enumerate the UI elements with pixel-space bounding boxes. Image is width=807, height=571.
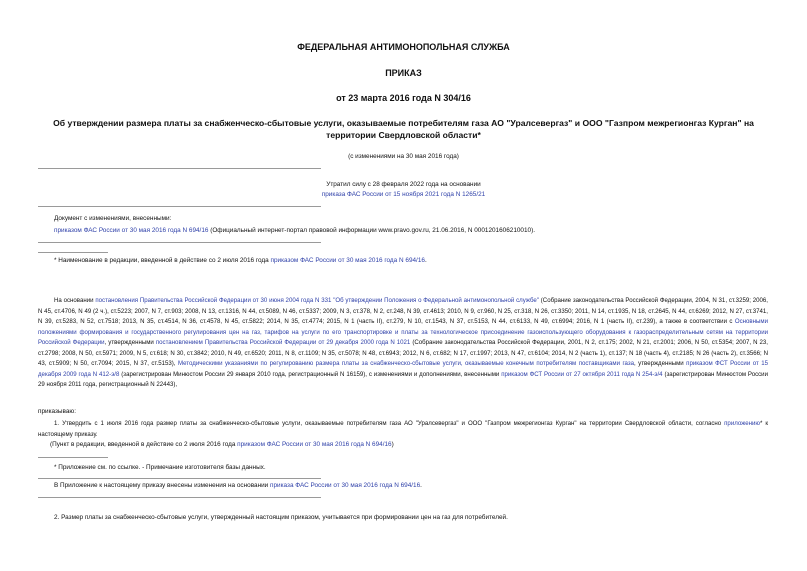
preamble-text: На основании [54,297,96,304]
document-title-line1: Об утверждении размера платы за снабженческо-сбытовые услуги, оказываемые потребителям газа АО "Уралсевергаз" и ООО "Газпром межрегионгаз Курган" на [53,118,754,128]
fas-regulation-link[interactable]: постановления Правительства Российской Федерации от 30 июня 2004 года N 331 "Об утверждении Положения о Федеральной антимонопольной службе" [95,297,539,304]
amendments-label: Документ с изменениями, внесенными: [54,215,172,222]
gas-pricing-provisions-link[interactable]: Основными положениями формирования и государственного регулирования цен на газ, тарифов на услуги по его транспортировке и платы за технологическое присоединение газоиспользующего оборудования к газораспределительным сетям на территории Российской Федерации [38,318,768,346]
amendments-line [54,226,535,237]
title-footnote-end: . [424,257,427,264]
amendments-source: (Официальный интернет-портал правовой информации www.pravo.gov.ru, 21.06.2016, N 0001201606210010). [208,227,536,234]
order-item-1-text: 1. Утвердить с 1 июля 2016 года размер платы за снабженческо-сбытовые услуги, оказываемые потребителям газа АО "Уралсевергаз" и ООО "Газпром межрегионгаз Курган" на территории Свердловской области, согласно [54,420,725,427]
annex-change-link[interactable]: приказа ФАС России от 30 мая 2016 года N 694/16 [270,482,421,489]
title-footnote-text: * Наименование в редакции, введенной в действие со 2 июля 2016 года [54,257,271,264]
order-item-1-note-end: ) [391,441,394,448]
document-date-number: от 23 марта 2016 года N 304/16 [336,93,471,103]
order-item-1-note [50,440,394,451]
title-footnote [54,256,427,267]
document-type: ПРИКАЗ [385,68,422,78]
fst-order-412-link[interactable]: приказом ФСТ России от 15 декабря 2009 года N 412-э/8 [38,360,768,378]
annex-change-text: В Приложение к настоящему приказу внесены изменения на основании [54,482,271,489]
divider [38,497,321,498]
order-item-1-note-link[interactable]: приказом ФАС России от 30 мая 2016 года N 694/16 [237,441,392,448]
order-item-1-note-text: (Пункт в редакции, введенной в действие со 2 июля 2016 года [50,441,238,448]
annex-link[interactable]: приложению [724,420,760,427]
expiry-link[interactable]: приказа ФАС России от 15 ноября 2021 года N 1265/21 [321,191,486,198]
methodical-guidelines-link[interactable]: Методическими указаниями по регулированию размера платы за снабженческо-сбытовые услуги, оказываемые конечным потребителям поставщиками газа [177,360,635,367]
amendments-link[interactable]: приказом ФАС России от 30 мая 2016 года N 694/16 [54,227,209,234]
preamble-text: (Собрание законодательства Российской Федерации, 2001, N 2, ст.175; 2002, N 21, ст.2001; 2006, N 50, ст.5354; 2007, N 23, ст.2798; 2008, N 50, ст.5971; 2009, N 5, ст.618; N 30, ст.3842; 2010, N 49, ст.6520; 2011, N 8, ст.1109; N 35, ст.5078; N 48, ст.6943; 2012, N 6, ст.682; N 17, ст.1997; 2013, N 47, ст.6104; 2014, N 2 (часть 1), ст.137; N 18 (часть 4), ст.2185; N 26 (часть 2), ст.3566; N 43, ст.5909; N 50, ст.7094; 2015, N 37, ст.5153), [38,339,768,367]
preamble-text: , утвержденными [634,360,687,367]
annex-change-note [54,481,422,492]
changes-note: (с изменениями на 30 мая 2016 года) [348,153,459,160]
government-decree-1021-link[interactable]: постановлением Правительства Российской Федерации от 29 декабря 2000 года N 1021 [155,339,411,346]
divider [38,168,321,169]
order-item-1-text: * к настоящему приказу. [38,420,768,438]
annex-change-end: . [420,482,422,489]
preamble-text: (зарегистрирован Минюстом России 29 января 2010 года, регистрационный N 16159), с изменениями и дополнениями, внесенными [119,370,502,378]
order-keyword: приказываю: [38,408,76,415]
footnote-separator [38,457,108,458]
fst-order-254-link[interactable]: приказом ФСТ России от 27 октября 2011 года N 254-э/4 [501,370,663,378]
divider [38,242,321,243]
order-item-2: 2. Размер платы за снабженческо-сбытовые услуги, утвержденный настоящим приказом, учитывается при формировании цен на газ для потребителей. [54,514,508,521]
annex-footnote: * Приложение см. по ссылке. - Примечание изготовителя базы данных. [54,464,266,471]
preamble-text: , утвержденными [104,339,156,346]
preamble-text: (Собрание законодательства Российской Федерации, 2004, N 31, ст.3259; 2006, N 45, ст.4706, N 49 (2 ч.), ст.5223; 2007, N 7, ст.903; 2008, N 13, ст.1316, N 44, ст.5089, N 46, ст.5337; 2009, N 3, ст.378, N 2, ст.248, N 39, ст.4613; 2010, N 9, ст.960, N 25, ст.318, N 26, ст.3350; 2011, N 14, ст.1935, N 18, ст.2645, N 44, ст.6269; 2012, N 27, ст.3741, N 39, ст.5283, N 52, ст.7518; 2013, N 35, ст.4514, N 36, ст.4578, N 45, ст.5822; 2014, N 35, ст.4774; 2015, N 1 (часть II), ст.279, N 10, ст.1543, N 37, ст.5153, N 44, ст.6133, N 49, ст.6994; 2016, N 1 (часть II), ст.239), а также в соответствии с [38,297,768,325]
document-title-line2: территории Свердловской области* [326,130,481,140]
divider [38,478,321,479]
preamble-paragraph [38,296,768,391]
expiry-note: Утратил силу с 28 февраля 2022 года на основании [326,181,481,188]
divider [38,206,321,207]
order-item-1 [38,419,768,440]
footnote-separator [38,252,108,253]
agency-name: ФЕДЕРАЛЬНАЯ АНТИМОНОПОЛЬНАЯ СЛУЖБА [297,42,510,52]
preamble-text: (зарегистрирован Минюстом России 29 ноября 2011 года, регистрационный N 22443), [38,370,768,388]
title-footnote-link[interactable]: приказом ФАС России от 30 мая 2016 года N 694/16 [270,257,425,264]
